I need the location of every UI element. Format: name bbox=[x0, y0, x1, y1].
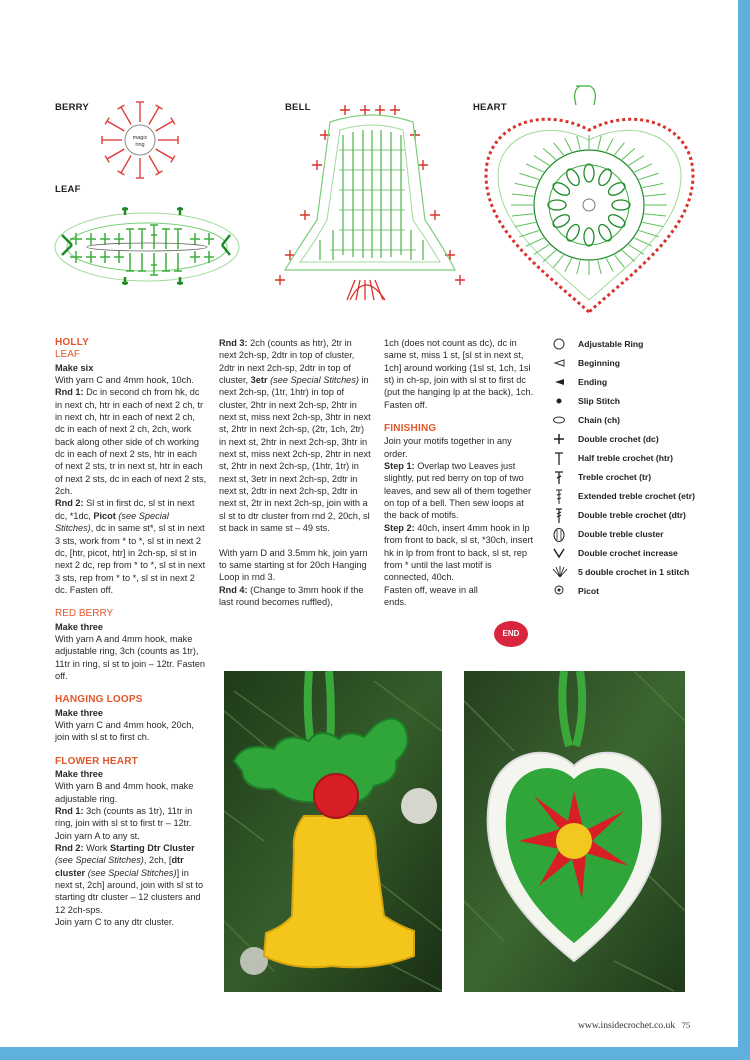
heart-cluster-petal bbox=[584, 228, 594, 246]
heart-diagram-label: HEART bbox=[473, 102, 507, 113]
heart-stitch-ray bbox=[534, 245, 550, 255]
magic-ring-text: magic bbox=[132, 135, 148, 141]
heart-cluster-petal bbox=[584, 164, 594, 182]
berry-stitch-top bbox=[118, 105, 125, 109]
heart-cluster-petal bbox=[612, 200, 630, 210]
legend-item-treble: Treble crochet (tr) bbox=[552, 469, 737, 488]
dtr-icon bbox=[552, 508, 566, 524]
legend-item-etr: Extended treble crochet (etr) bbox=[552, 488, 737, 507]
berry-treble-stitch bbox=[121, 107, 131, 124]
berry-stitch-top bbox=[105, 156, 109, 163]
berry-stitch-chart bbox=[95, 95, 185, 185]
heart-stitch-ray bbox=[629, 156, 645, 166]
bell-photo-image bbox=[224, 671, 442, 992]
heart-cluster-petal bbox=[606, 180, 627, 198]
heart-cluster-petal bbox=[548, 200, 566, 210]
leaf-heading: LEAF bbox=[55, 349, 81, 361]
hook-change-text: With yarn D and 3.5mm hk, join yarn to same starting st for 20ch Hanging Loop in rnd 3. bbox=[219, 547, 368, 583]
shell-icon bbox=[552, 565, 568, 579]
flower-rnd1-text: 3ch (counts as 1tr), 11tr in ring, join with sl st to first tr – 12tr. Join yarn A to any st. bbox=[55, 806, 193, 841]
heart-photo bbox=[464, 671, 685, 992]
column-2 bbox=[219, 337, 371, 608]
flower-rnd2-text-c: ] in next st, 2ch] around, join with sl st to starting dtr cluster – 12 clusters and 12 2ch-sps. bbox=[55, 867, 204, 915]
heart-stitch-ray bbox=[622, 148, 635, 159]
heart-stitch-ray bbox=[526, 164, 544, 172]
page-number: 75 bbox=[681, 1020, 691, 1030]
heart-stitch-ray bbox=[512, 194, 534, 196]
column-1 bbox=[55, 337, 207, 928]
heart-stitch-ray bbox=[622, 250, 635, 261]
end-badge: END bbox=[494, 621, 528, 647]
heart-stitch-ray bbox=[554, 255, 564, 267]
heart-stitch-ray bbox=[634, 164, 652, 172]
heart-stitch-ray bbox=[565, 138, 572, 151]
legend-item-beginning: Beginning bbox=[552, 355, 737, 374]
red-berry-heading: RED BERRY bbox=[55, 608, 114, 620]
treble-icon bbox=[552, 470, 566, 486]
berry-treble-stitch bbox=[156, 149, 173, 159]
ending-icon bbox=[552, 375, 566, 389]
loops-make: Make three bbox=[55, 707, 104, 718]
adjustable-ring-icon bbox=[552, 337, 566, 351]
berry-treble-stitch bbox=[149, 107, 159, 124]
website-url[interactable]: www.insidecrochet.co.uk bbox=[578, 1020, 676, 1031]
heart-stitch-ray bbox=[512, 214, 534, 216]
picot-icon bbox=[552, 584, 566, 598]
heart-stitch-ray bbox=[644, 194, 666, 196]
legend-item-dc-increase: Double crochet increase bbox=[552, 545, 737, 564]
beginning-icon bbox=[552, 356, 566, 370]
etr-term: 3etr bbox=[250, 375, 268, 386]
slip-stitch-icon bbox=[552, 394, 566, 408]
heart-stitch-ray bbox=[598, 260, 601, 274]
svg-text:ring: ring bbox=[135, 142, 145, 148]
step2-label: Step 2: bbox=[384, 522, 415, 533]
flower-rnd2-see-2: (see Special Stitches) bbox=[87, 867, 177, 878]
berry-stitch-top bbox=[171, 156, 175, 163]
leaf-make: Make six bbox=[55, 362, 94, 373]
heart-stitch-ray bbox=[639, 230, 659, 236]
heart-stitch-chart bbox=[482, 80, 697, 320]
bell-diagram-label: BELL bbox=[285, 102, 311, 113]
berry-treble-stitch bbox=[107, 149, 124, 159]
leaf-rnd2-see: (see Special Stitches) bbox=[55, 510, 169, 534]
flower-heart-heading: FLOWER HEART bbox=[55, 755, 138, 767]
leaf-diagram-label: LEAF bbox=[55, 184, 81, 195]
berry-text: With yarn A and 4mm hook, make adjustable ring, 3ch (counts as 1tr), 11tr in ring, sl st to join – 12tr. Fasten off. bbox=[55, 633, 205, 681]
berry-make: Make three bbox=[55, 621, 104, 632]
holly-heading: HOLLY bbox=[55, 337, 89, 348]
heart-cluster-petal bbox=[551, 180, 572, 198]
step2-end: Fasten off, weave in all ends. bbox=[384, 584, 478, 607]
heart-stitch-ray bbox=[606, 258, 613, 271]
leaf-rnd2-text-b: , dc in same st*, sl st in next 3 sts, work from * to *, sl st in next 2 dc, [htr, picot, htr] in 2ch-sp, sl st in next 2 dc, rep from * to *, sl st in next 3 sts, rep from * to *, sl st in next 2 dc. Fasten off. bbox=[55, 523, 206, 595]
dtr-cluster-icon bbox=[552, 527, 566, 543]
berry-stitch-top bbox=[171, 118, 175, 125]
starting-dtr-cluster-term: Starting Dtr Cluster bbox=[110, 843, 195, 854]
heart-stitch-ray bbox=[598, 136, 601, 150]
bell-stitch-chart bbox=[275, 100, 470, 310]
legend-item-shell: 5 double crochet in 1 stitch bbox=[552, 564, 737, 583]
heart-stitch-ray bbox=[515, 222, 536, 226]
heart-stitch-ray bbox=[639, 173, 659, 179]
heart-stitch-ray bbox=[644, 214, 666, 216]
fasten-off-text: Fasten off. bbox=[384, 399, 428, 410]
heart-rnd4-text: (Change to 3mm hook if the last round becomes ruffled), bbox=[219, 584, 364, 607]
heart-cluster-petal bbox=[564, 167, 582, 188]
heart-stitch-ray bbox=[634, 238, 652, 246]
hanging-loops-heading: HANGING LOOPS bbox=[55, 694, 143, 706]
legend-item-ending: Ending bbox=[552, 374, 737, 393]
leaf-intro: With yarn C and 4mm hook, 10ch. bbox=[55, 375, 194, 386]
heart-stitch-ray bbox=[565, 258, 572, 271]
heart-stitch-ray bbox=[543, 148, 556, 159]
leaf-rnd2-label: Rnd 2: bbox=[55, 498, 84, 509]
berry-treble-stitch bbox=[156, 121, 173, 131]
step1-text: Overlap two Leaves just slightly, put red berry on top of two leaves, and sew all of them together on top of a bell. Then sew loops at the back of motifs. bbox=[384, 461, 532, 521]
flower-rnd1-label: Rnd 1: bbox=[55, 806, 84, 817]
etr-icon bbox=[552, 489, 566, 505]
heart-cluster-petal bbox=[564, 222, 582, 243]
heart-rnd3-label: Rnd 3: bbox=[219, 338, 248, 348]
legend-item-chain: Chain (ch) bbox=[552, 412, 737, 431]
heart-stitch-ray bbox=[606, 138, 613, 151]
finishing-heading: FINISHING bbox=[384, 423, 437, 435]
heart-cluster-petal bbox=[596, 222, 614, 243]
legend-item-slip-stitch: Slip Stitch bbox=[552, 393, 737, 412]
flower-rnd2-text-b: , 2ch, [ bbox=[143, 855, 172, 866]
heart-stitch-ray bbox=[577, 260, 580, 274]
legend-item-dtr: Double treble crochet (dtr) bbox=[552, 507, 737, 526]
legend-item-htr: Half treble crochet (htr) bbox=[552, 450, 737, 469]
heart-stitch-ray bbox=[642, 183, 663, 187]
leaf-rnd2-text-a: Sl st in first dc, sl st in next dc, *1dc, bbox=[55, 498, 195, 521]
column-3 bbox=[384, 337, 534, 608]
flower-rnd2-label: Rnd 2: bbox=[55, 843, 84, 854]
berry-stitch-top bbox=[156, 105, 163, 109]
legend-item-double-crochet: Double crochet (dc) bbox=[552, 431, 737, 450]
heart-cluster-petal bbox=[596, 167, 614, 188]
heart-stitch-ray bbox=[629, 245, 645, 255]
heart-rnd3-text-b: in next 2ch-sp, (1tr, 1htr) in top of cluster, 2htr in next 2ch-sp, 2htr in next st, miss next 2ch-sp, 3htr in next st, 2htr in next 2ch-sp, (2tr, 1ch, 2tr) in next st, 2htr in next 2ch-sp, 3htr in next st, miss next 2ch-sp, 2htr in next st, 2htr in next 2ch-sp, (1htr, 1tr) in next st, 3etr in next 2ch-sp, 2dtr in next st, 2dtr in next 2ch-sp, 2dtr in next st, 2tr in next 2ch-sp, join with a sl st to dtr cluster from rnd 2, 20ch, sl st back in same st – 49 sts. bbox=[219, 375, 371, 534]
loops-text: With yarn C and 4mm hook, 20ch, join with sl st to first ch. bbox=[55, 719, 194, 743]
heart-stitch-ray bbox=[554, 143, 564, 155]
flower-intro: With yarn B and 4mm hook, make adjustable ring. bbox=[55, 781, 194, 804]
heart-stitch-ray bbox=[614, 143, 624, 155]
berry-stitch-top bbox=[156, 171, 163, 175]
page-footer bbox=[578, 1020, 690, 1031]
heart-stitch-ray bbox=[614, 255, 624, 267]
rnd4-continued: 1ch (does not count as dc), dc in same st, miss 1 st, [sl st in next st, 1ch] around working (1sl st, 1ch, 1sl st) in ch-sp, join with sl st to first dc (put the hanging lp at the back), 1ch. bbox=[384, 338, 534, 398]
heart-photo-image bbox=[464, 671, 685, 992]
chain-icon bbox=[552, 413, 566, 427]
dtr-cluster-term: dtr cluster bbox=[55, 855, 184, 878]
berry-diagram-label: BERRY bbox=[55, 102, 89, 113]
heart-cluster-petal bbox=[606, 212, 627, 230]
heart-cluster-petal bbox=[551, 212, 572, 230]
heart-stitch-ray bbox=[642, 222, 663, 226]
berry-stitch-top bbox=[118, 171, 125, 175]
flower-make: Make three bbox=[55, 769, 104, 779]
flower-rnd2-see-1: (see Special Stitches) bbox=[55, 855, 144, 866]
double-crochet-icon bbox=[552, 432, 566, 446]
legend-item-adjustable-ring: Adjustable Ring bbox=[552, 336, 737, 355]
picot-term: Picot bbox=[93, 510, 116, 521]
flower-rnd2-text-a: Work bbox=[86, 843, 108, 854]
heart-stitch-ray bbox=[577, 136, 580, 150]
heart-stitch-ray bbox=[520, 173, 540, 179]
heart-stitch-ray bbox=[526, 238, 544, 246]
step2-text: 40ch, insert 4mm hook in lp from front to back, sl st, *30ch, insert hk in lp from front to back, sl st, rep from * until the last motif is connected, 40ch. bbox=[384, 522, 534, 583]
heart-stitch-ray bbox=[543, 250, 556, 261]
heart-rnd3-text-a: 2ch (counts as htr), 2tr in next 2ch-sp, 2dtr in top of cluster, 2dtr in next 2ch-sp, 2dtr in top of cluster, bbox=[219, 338, 355, 386]
berry-treble-stitch bbox=[107, 121, 124, 131]
step1-label: Step 1: bbox=[384, 461, 415, 472]
heart-stitch-ray bbox=[515, 183, 536, 187]
heart-stitch-ray bbox=[520, 230, 540, 236]
berry-treble-stitch bbox=[121, 156, 131, 173]
htr-icon bbox=[552, 451, 566, 467]
dc-increase-icon bbox=[552, 546, 566, 560]
leaf-stitch-chart bbox=[50, 195, 245, 295]
leaf-rnd1-text: Dc in second ch from hk, dc in next ch, htr in each of next 2 ch, tr in next ch, htr in each of next 2 ch, dc in each of next 2 ch, 2ch, work back along other side of ch working dc in each of next 2 sts, htr in each of next 2 sts, tr in next st, htr in each of next 2 sts, dc in each of next 2 sts, 2ch. bbox=[55, 387, 207, 497]
bell-photo bbox=[224, 671, 442, 992]
flower-rnd2-join: Join yarn C to any dtr cluster. bbox=[55, 917, 174, 928]
finishing-intro: Join your motifs together in any order. bbox=[384, 436, 512, 459]
leaf-rnd1-label: Rnd 1: bbox=[55, 387, 84, 398]
heart-rnd3-see: (see Special Stitches) bbox=[270, 375, 359, 386]
berry-stitch-top bbox=[105, 118, 109, 125]
heart-stitch-ray bbox=[534, 156, 550, 166]
stitch-key bbox=[552, 336, 737, 602]
legend-item-picot: Picot bbox=[552, 583, 737, 602]
berry-treble-stitch bbox=[149, 156, 159, 173]
legend-item-dtr-cluster: Double treble cluster bbox=[552, 526, 737, 545]
heart-rnd4-label: Rnd 4: bbox=[219, 584, 248, 595]
